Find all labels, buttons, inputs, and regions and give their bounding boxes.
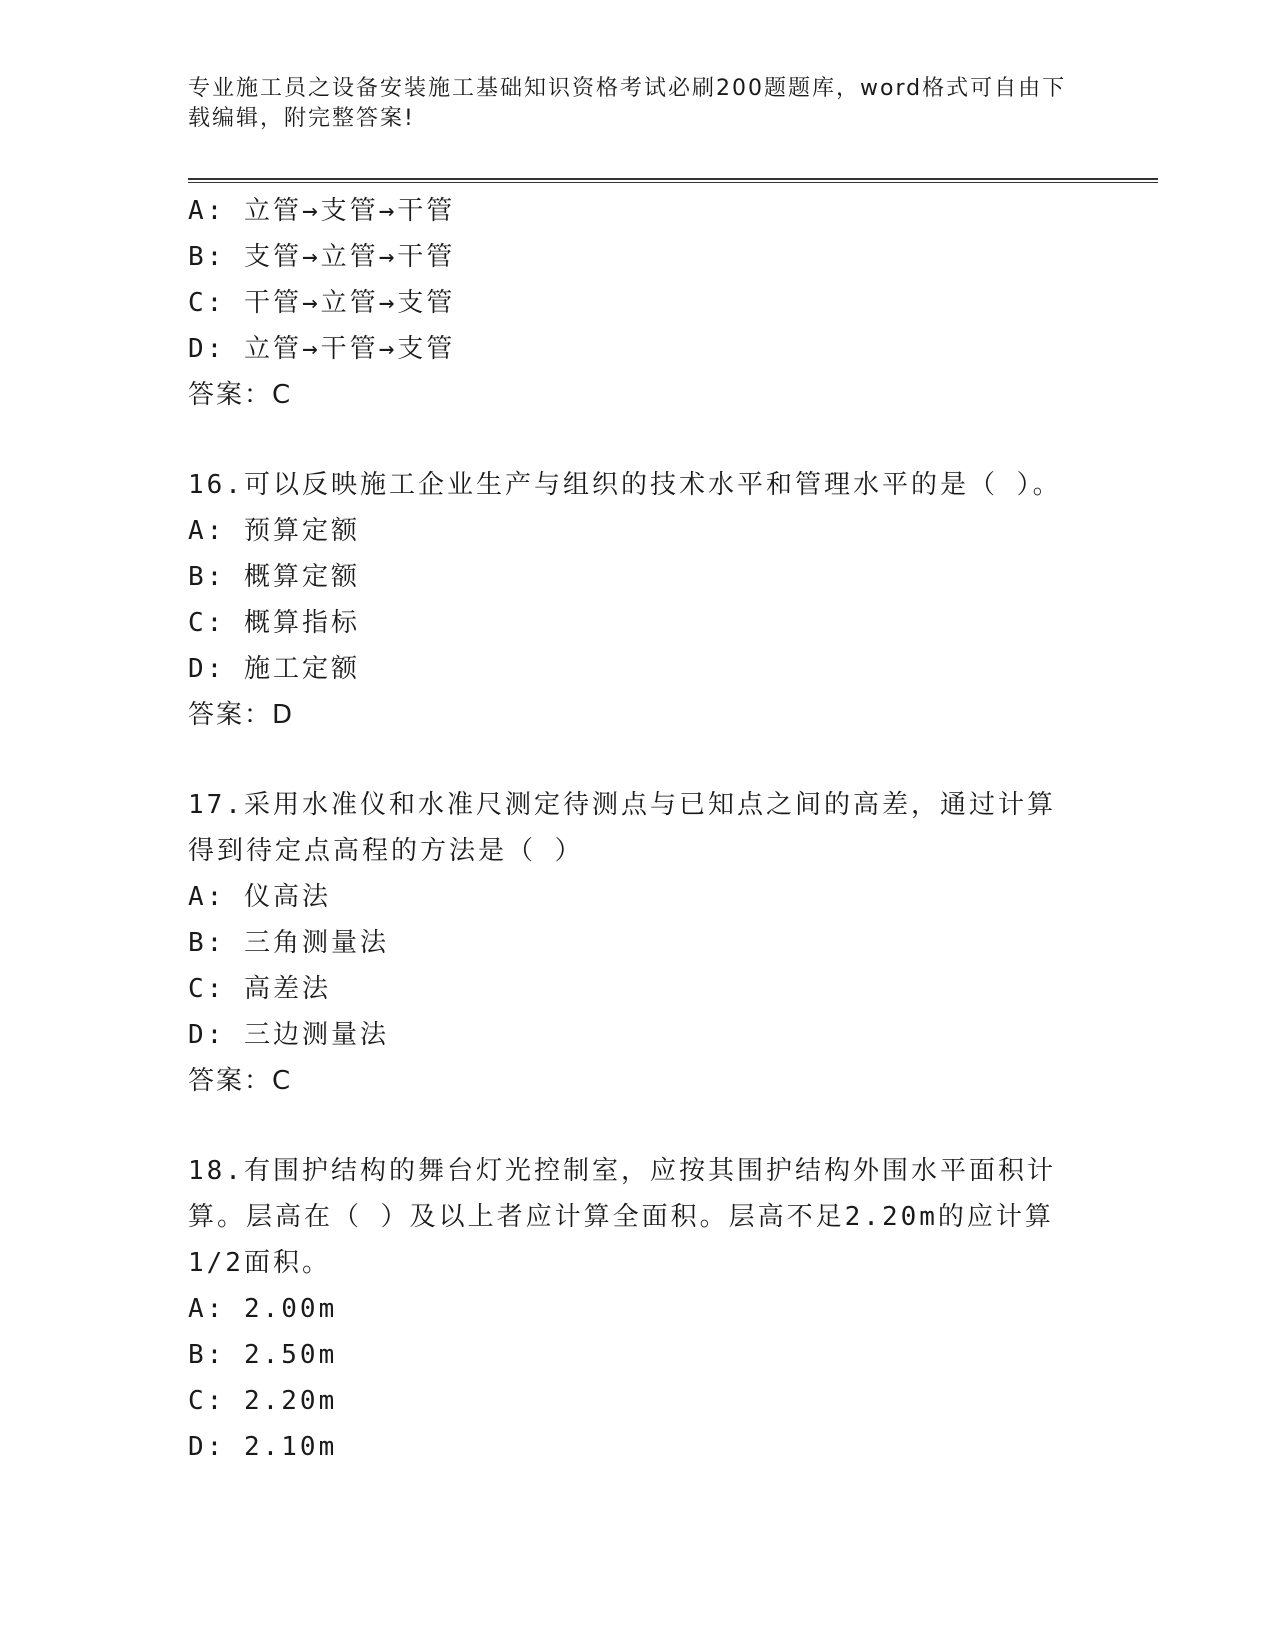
- answer-line: 答案：C: [188, 1066, 293, 1096]
- question-17: [188, 782, 1088, 1104]
- option-c: C: 干管→立管→支管: [188, 288, 456, 318]
- option-b: B: 2.50m: [188, 1340, 338, 1370]
- option-a: A: 预算定额: [188, 516, 360, 546]
- question-stem: 17.采用水准仪和水准尺测定待测点与已知点之间的高差，通过计算得到待定点高程的方法是（ ）: [188, 790, 1056, 866]
- option-b: B: 三角测量法: [188, 928, 389, 958]
- question-18: [188, 1148, 1088, 1470]
- question-16: [188, 462, 1088, 738]
- option-c: C: 2.20m: [188, 1386, 338, 1416]
- option-b: B: 支管→立管→干管: [188, 242, 456, 272]
- option-d: D: 三边测量法: [188, 1020, 389, 1050]
- option-b: B: 概算定额: [188, 562, 360, 592]
- option-d: D: 施工定额: [188, 654, 360, 684]
- option-c: C: 高差法: [188, 974, 331, 1004]
- question-stem: 18.有围护结构的舞台灯光控制室，应按其围护结构外围水平面积计算。层高在（ ）及以上者应计算全面积。层高不足2.20m的应计算1/2面积。: [188, 1156, 1056, 1278]
- option-a: A: 仪高法: [188, 882, 331, 912]
- option-a: A: 立管→支管→干管: [188, 196, 456, 226]
- option-d: D: 2.10m: [188, 1432, 338, 1462]
- option-d: D: 立管→干管→支管: [188, 334, 456, 364]
- option-a: A: 2.00m: [188, 1294, 338, 1324]
- question-stem: 16.可以反映施工企业生产与组织的技术水平和管理水平的是（ ）。: [188, 470, 1062, 500]
- question-list: [188, 188, 1088, 1470]
- header-divider: [188, 178, 1158, 183]
- option-c: C: 概算指标: [188, 608, 360, 638]
- document-header: 专业施工员之设备安装施工基础知识资格考试必刷200题题库，word格式可自由下载编辑，附完整答案!: [188, 76, 1067, 131]
- answer-line: 答案：D: [188, 700, 295, 730]
- answer-line: 答案：C: [188, 380, 293, 410]
- question-15: [188, 188, 1088, 418]
